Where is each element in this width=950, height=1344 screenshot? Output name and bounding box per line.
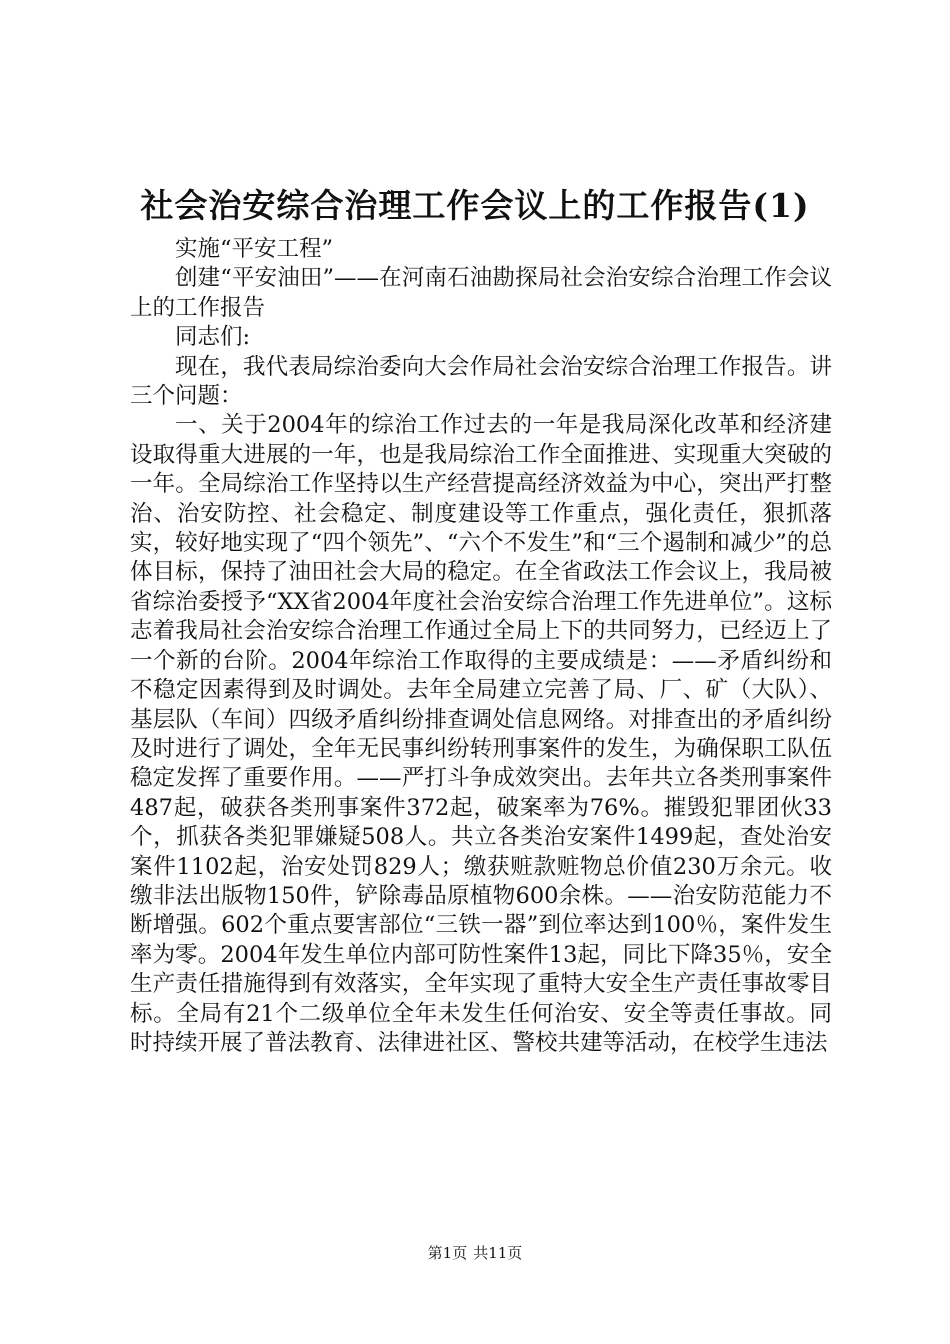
paragraph-section-one: 一、关于2004年的综治工作过去的一年是我局深化改革和经济建设取得重大进展的一年，也是我局综治工作全面推进、实现重大突破的一年。全局综治工作坚持以生产经营提高经济效益为中心，突出严打整治、治安防控、社会稳定、制度建设等工作重点，强化责任，狠抓落实，较好地实现了“四个领先”、“六个不发生”和“三个遏制和减少”的总体目标，保持了油田社会大局的稳定。在全省政法工作会议上，我局被省综治委授予“XX省2004年度社会治安综合治理工作先进单位”。这标志着我局社会治安综合治理工作通过全局上下的共同努力，已经迈上了一个新的台阶。2004年综治工作取得的主要成绩是：——矛盾纠纷和不稳定因素得到及时调处。去年全局建立完善了局、厂、矿（大队）、基层队（车间）四级矛盾纠纷排查调处信息网络。对排查出的矛盾纠纷及时进行了调处，全年无民事纠纷转刑事案件的发生，为确保职工队伍稳定发挥了重要作用。——严打斗争成效突出。去年共立各类刑事案件487起，破获各类刑事案件372起，破案率为76%。摧毁犯罪团伙33个，抓获各类犯罪嫌疑508人。共立各类治安案件1499起，查处治安案件1102起，治安处罚829人；缴获赃款赃物总价值230万余元。收缴非法出版物150件，铲除毒品原植物600余株。——治安防范能力不断增强。602个重点要害部位“三铁一器”到位率达到100％，案件发生率为零。2004年发生单位内部可防性案件13起，同比下降35％，安全生产责任措施得到有效落实，全年实现了重特大安全生产责任事故零目标。全局有21个二级单位全年未发生任何治安、安全等责任事故。同时持续开展了普法教育、法律进社区、警校共建等活动，在校学生违法: [130, 412, 832, 1056]
page-total: 共11页: [473, 1244, 523, 1262]
paragraph-subtitle: 实施“平安工程”: [175, 236, 334, 262]
document-body: [130, 235, 832, 1058]
paragraph-report-heading: 创建“平安油田”——在河南石油勘探局社会治安综合治理工作会议上的工作报告: [130, 265, 832, 321]
page-number: 第1页: [427, 1244, 468, 1262]
page-footer: [0, 1243, 950, 1263]
paragraph-introduction: 现在，我代表局综治委向大会作局社会治安综合治理工作报告。讲三个问题：: [130, 353, 832, 410]
paragraph-salutation: 同志们:: [175, 324, 251, 351]
document-title: 社会治安综合治理工作会议上的工作报告(1): [140, 186, 810, 225]
